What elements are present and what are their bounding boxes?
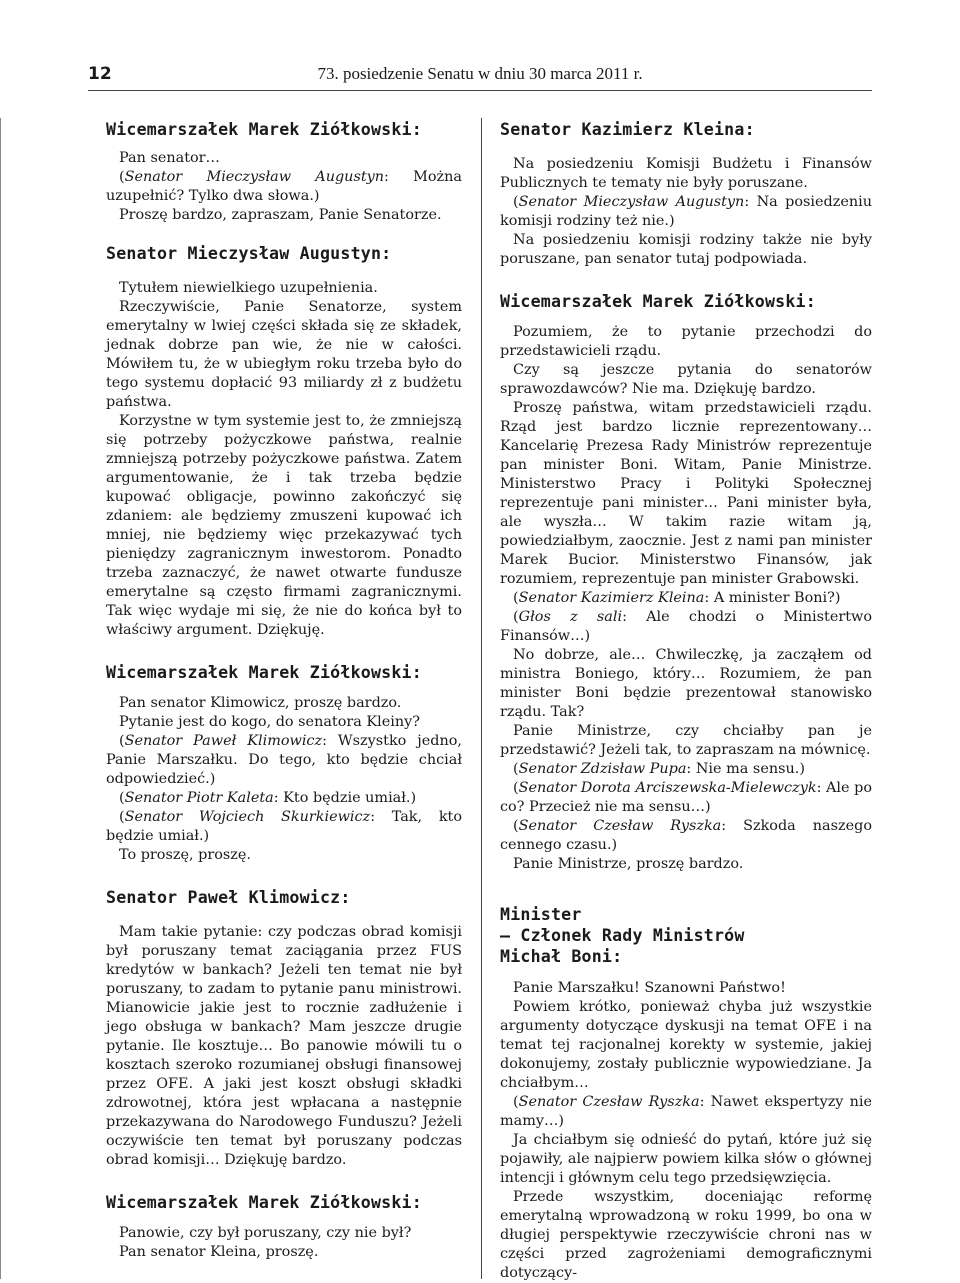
interjection: (Senator Czesław Ryszka: Szkoda naszego cennego czasu.)	[500, 818, 872, 853]
interjection: (Senator Paweł Klimowicz: Wszystko jedno, Panie Marszałku. Do tego, kto będzie chciał odpowiedzieć.)	[106, 733, 462, 787]
interjection-speaker: Senator Czesław Ryszka	[518, 818, 722, 834]
interjection-text: : Tak, kto będzie umiał.)	[106, 809, 462, 844]
interjection-text: : Ale po co? Przecież nie ma sensu…)	[500, 780, 873, 815]
paragraph: Korzystne w tym systemie jest to, że zmniejszą się potrzeby pożyczkowe państwa, realnie zmniejszą potrzeby pożyczkowe państwa. Zatem argumentowanie, że i tak trzeba będzie kupować obligacje, powinno zakończyć się zdaniem: ale będziemy zmuszeni kupować ich mniej, nie będziemy więc przekazywać tych pieniędzy zagranicznym inwestorom. Ponadto trzeba zaznaczyć, że nawet otwarte fundusze emerytalne są często firmami zagranicznymi. Tak więc wydaje mi się, że nie do końca był to właściwy argument. Dziękuję.	[106, 413, 462, 638]
interjection: (Senator Zdzisław Pupa: Nie ma sensu.)	[513, 761, 805, 777]
interjection: (Senator Kazimierz Kleina: A minister Boni?)	[513, 590, 841, 606]
paragraph: Ja chciałbym się odnieść do pytań, które już się pojawiły, ale najpierw powiem kilka słów o głównej intencji i głównym celu tego przedsięwzięcia.	[500, 1132, 872, 1186]
interjection-speaker: Senator Dorota Arciszewska-Mielewczyk	[518, 780, 817, 796]
speaker-heading: Senator Mieczysław Augustyn:	[106, 244, 392, 263]
left-column	[106, 104, 462, 1262]
speaker-heading: Wicemarszałek Marek Ziółkowski:	[106, 1193, 422, 1212]
right-column	[500, 104, 872, 1283]
header-rule	[88, 90, 872, 91]
paragraph: Pozumiem, że to pytanie przechodzi do przedstawicieli rządu.	[500, 324, 872, 359]
speaker-heading: Senator Paweł Klimowicz:	[106, 888, 351, 907]
page-number: 12	[88, 64, 112, 84]
paragraph: Proszę bardzo, zapraszam, Panie Senatorze.	[119, 207, 442, 223]
interjection-text: : Nawet ekspertyzy nie mamy…)	[500, 1094, 872, 1129]
interjection-text: : Ale chodzi o Ministertwo Finansów…)	[500, 609, 872, 644]
paragraph: No dobrze, ale… Chwileczkę, ja zacząłem od ministra Boniego, który… Rozumiem, że pan minister Boni będzie prezentował stanowisko rządu. Tak?	[500, 647, 872, 720]
running-head: 73. posiedzenie Senatu w dniu 30 marca 2011 r.	[317, 64, 643, 83]
interjection-speaker: Senator Kazimierz Kleina	[518, 590, 705, 606]
paragraph: Pan senator Klimowicz, proszę bardzo.	[119, 695, 402, 711]
speaker-heading	[500, 904, 872, 967]
interjection-speaker: Senator Zdzisław Pupa	[518, 761, 687, 777]
page-header	[88, 62, 872, 90]
speaker-title-line: – Członek Rady Ministrów	[500, 926, 745, 945]
paragraph: Pytanie jest do kogo, do senatora Kleiny?	[119, 714, 420, 730]
interjection-speaker: Senator Paweł Klimowicz	[124, 733, 323, 749]
interjection-speaker: Głos z sali	[518, 609, 623, 625]
paragraph: Przede wszystkim, doceniając reformę emerytalną wprowadzoną w roku 1999, bo ona w długiej perspektywie rzeczywiście chroni nas w części przed zagrożeniami demograficznymi dotyczący-	[500, 1189, 872, 1281]
paragraph: Proszę państwa, witam przedstawicieli rządu. Rząd jest bardzo licznie reprezentowany… Kancelarię Prezesa Rady Ministrów reprezentuje pan minister Boni. Witam, Panie Ministrze. Ministerstwo Pracy i Polityki Społecznej reprezentuje pani minister… Pani minister była, ale wyszła… W takim razie witam ją, powiedziałbym, zaocznie. Jest z nami pan minister Marek Bucior. Ministerstwo Finansów, jak rozumiem, reprezentuje pan minister Grabowski.	[500, 400, 872, 587]
interjection-text: : Szkoda naszego cennego czasu.)	[500, 818, 872, 853]
speaker-heading: Wicemarszałek Marek Ziółkowski:	[500, 292, 816, 311]
interjection-speaker: Senator Piotr Kaleta	[124, 790, 274, 806]
page-edge-line	[0, 118, 1, 1279]
interjection: (Senator Czesław Ryszka: Nawet ekspertyzy nie mamy…)	[500, 1094, 872, 1129]
interjection: (Głos z sali: Ale chodzi o Ministertwo Finansów…)	[500, 609, 872, 644]
paragraph: Panowie, czy był poruszany, czy nie był?	[119, 1225, 412, 1241]
interjection: (Senator Wojciech Skurkiewicz: Tak, kto będzie umiał.)	[106, 809, 462, 844]
paragraph: Pan senator Kleina, proszę.	[119, 1244, 319, 1260]
paragraph: Panie Marszałku! Szanowni Państwo!	[513, 980, 786, 996]
interjection: (Senator Mieczysław Augustyn: Na posiedzeniu komisji rodziny też nie.)	[500, 194, 873, 229]
interjection-text: : Wszystko jedno, Panie Marszałku. Do tego, kto będzie chciał odpowiedzieć.)	[106, 733, 462, 787]
interjection-text: : A minister Boni?)	[704, 590, 841, 606]
speaker-title-line: Minister	[500, 905, 582, 924]
paragraph: Mam takie pytanie: czy podczas obrad komisji był poruszany temat zaciągania przez FUS kredytów w bankach? Jeżeli ten temat nie był poruszany, to zadam to pytanie panu ministrowi. Mianowicie jakie jest to rocznie zadłużenie i jego obsługa w bankach? Mam jeszcze drugie pytanie. Ile kosztuje… Bo panowie mówili tu o kosztach szeroko rozumianej obsługi finansowej przez OFE. A jaki jest koszt obsługi składki zdrowotnej, która jest wpłacana a następnie przekazywana do Narodowego Funduszu? Jeżeli oczywiście ten temat był poruszany podczas obrad komisji… Dziękuję bardzo.	[106, 924, 462, 1168]
column-divider	[481, 118, 482, 1279]
interjection-text: : Na posiedzeniu komisji rodziny też nie.)	[500, 194, 873, 229]
interjection-text: : Kto będzie umiał.)	[273, 790, 417, 806]
paragraph: Na posiedzeniu komisji rodziny także nie były poruszane, pan senator tutaj podpowiada.	[500, 232, 872, 267]
paragraph: Panie Ministrze, proszę bardzo.	[513, 856, 744, 872]
interjection-speaker: Senator Wojciech Skurkiewicz	[124, 809, 371, 825]
paragraph: Na posiedzeniu Komisji Budżetu i Finansów Publicznych te tematy nie były poruszane.	[500, 156, 872, 191]
paragraph: To proszę, proszę.	[119, 847, 251, 863]
interjection: (Senator Piotr Kaleta: Kto będzie umiał.)	[119, 790, 417, 806]
interjection: (Senator Mieczysław Augustyn: Można uzupełnić? Tylko dwa słowa.)	[106, 169, 462, 204]
paragraph: Tytułem niewielkiego uzupełnienia.	[119, 280, 378, 296]
paragraph: Czy są jeszcze pytania do senatorów sprawozdawców? Nie ma. Dziękuję bardzo.	[500, 362, 872, 397]
paragraph: Pan senator…	[119, 150, 220, 166]
speaker-heading: Senator Kazimierz Kleina:	[500, 120, 755, 139]
speaker-heading: Wicemarszałek Marek Ziółkowski:	[106, 663, 422, 682]
interjection-speaker: Senator Mieczysław Augustyn	[518, 194, 745, 210]
speaker-heading: Wicemarszałek Marek Ziółkowski:	[106, 120, 422, 139]
interjection-text: : Nie ma sensu.)	[686, 761, 805, 777]
interjection-speaker: Senator Czesław Ryszka	[518, 1094, 700, 1110]
paragraph: Panie Ministrze, czy chciałby pan je przedstawić? Jeżeli tak, to zapraszam na mównicę.	[500, 723, 872, 758]
interjection-text: : Można uzupełnić? Tylko dwa słowa.)	[106, 169, 462, 204]
paragraph: Rzeczywiście, Panie Senatorze, system emerytalny w lwiej części składa się ze składek, jednak dobrze pan wie, że nie w całości. Mówiłem tu, że w ubiegłym roku trzeba było do tego systemu dopłacić 93 miliardy zł z budżetu państwa.	[106, 299, 462, 410]
speaker-title-line: Michał Boni:	[500, 947, 623, 966]
interjection-speaker: Senator Mieczysław Augustyn	[124, 169, 385, 185]
interjection: (Senator Dorota Arciszewska-Mielewczyk: Ale po co? Przecież nie ma sensu…)	[500, 780, 873, 815]
paragraph: Powiem krótko, ponieważ chyba już wszystkie argumenty dotyczące dyskusji na temat OFE i na temat tej racjonalnej korekty w systemie, jakiej dokonujemy, zostały publicznie wypowiedziane. Ja chciałbym…	[500, 999, 872, 1091]
